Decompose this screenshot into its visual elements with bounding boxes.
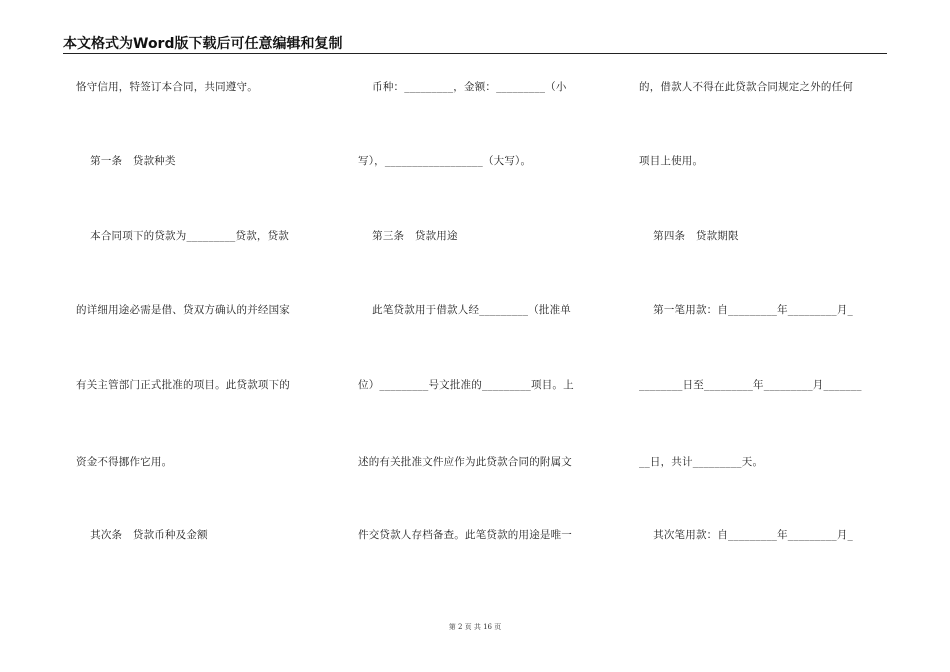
- text-line: 位）_________号文批准的_________项目。上: [358, 379, 574, 391]
- text-line: 项目上使用。: [639, 155, 704, 167]
- section-heading-loan-purpose: 第三条 贷款用途: [358, 230, 458, 242]
- text-line: ________日至_________年_________月_______: [639, 379, 862, 391]
- text-line: 第一笔用款：自_________年_________月_: [639, 304, 854, 316]
- text-line: 述的有关批准文件应作为此贷款合同的附属文: [358, 456, 572, 468]
- text-line: 件交贷款人存档备查。此笔贷款的用途是唯一: [358, 529, 572, 541]
- section-heading-currency-amount: 其次条 贷款币种及金额: [76, 529, 208, 541]
- text-line: __日，共计_________天。: [639, 456, 764, 468]
- text-line: 资金不得挪作它用。: [76, 456, 173, 468]
- document-header: 本文格式为Word版下载后可任意编辑和复制: [63, 36, 343, 52]
- text-line: 的详细用途必需是借、贷双方确认的并经国家: [76, 304, 290, 316]
- text-line: 有关主管部门正式批准的项目。此贷款项下的: [76, 379, 290, 391]
- page-number: 第 2 页 共 16 页: [448, 623, 502, 631]
- text-line: 币种：_________，金额：_________（小: [358, 81, 567, 93]
- header-divider: [63, 53, 887, 54]
- text-line: 的，借款人不得在此贷款合同规定之外的任何: [639, 81, 853, 93]
- text-line: 此笔贷款用于借款人经_________（批准单: [358, 304, 571, 316]
- text-line: 写），__________________（大写）。: [358, 155, 532, 167]
- section-heading-loan-type: 第一条 贷款种类: [76, 155, 176, 167]
- text-line: 恪守信用，特签订本合同，共同遵守。: [76, 81, 258, 93]
- section-heading-loan-term: 第四条 贷款期限: [639, 230, 739, 242]
- text-line: 其次笔用款：自_________年_________月_: [639, 529, 854, 541]
- text-line: 本合同项下的贷款为_________贷款，贷款: [76, 230, 289, 242]
